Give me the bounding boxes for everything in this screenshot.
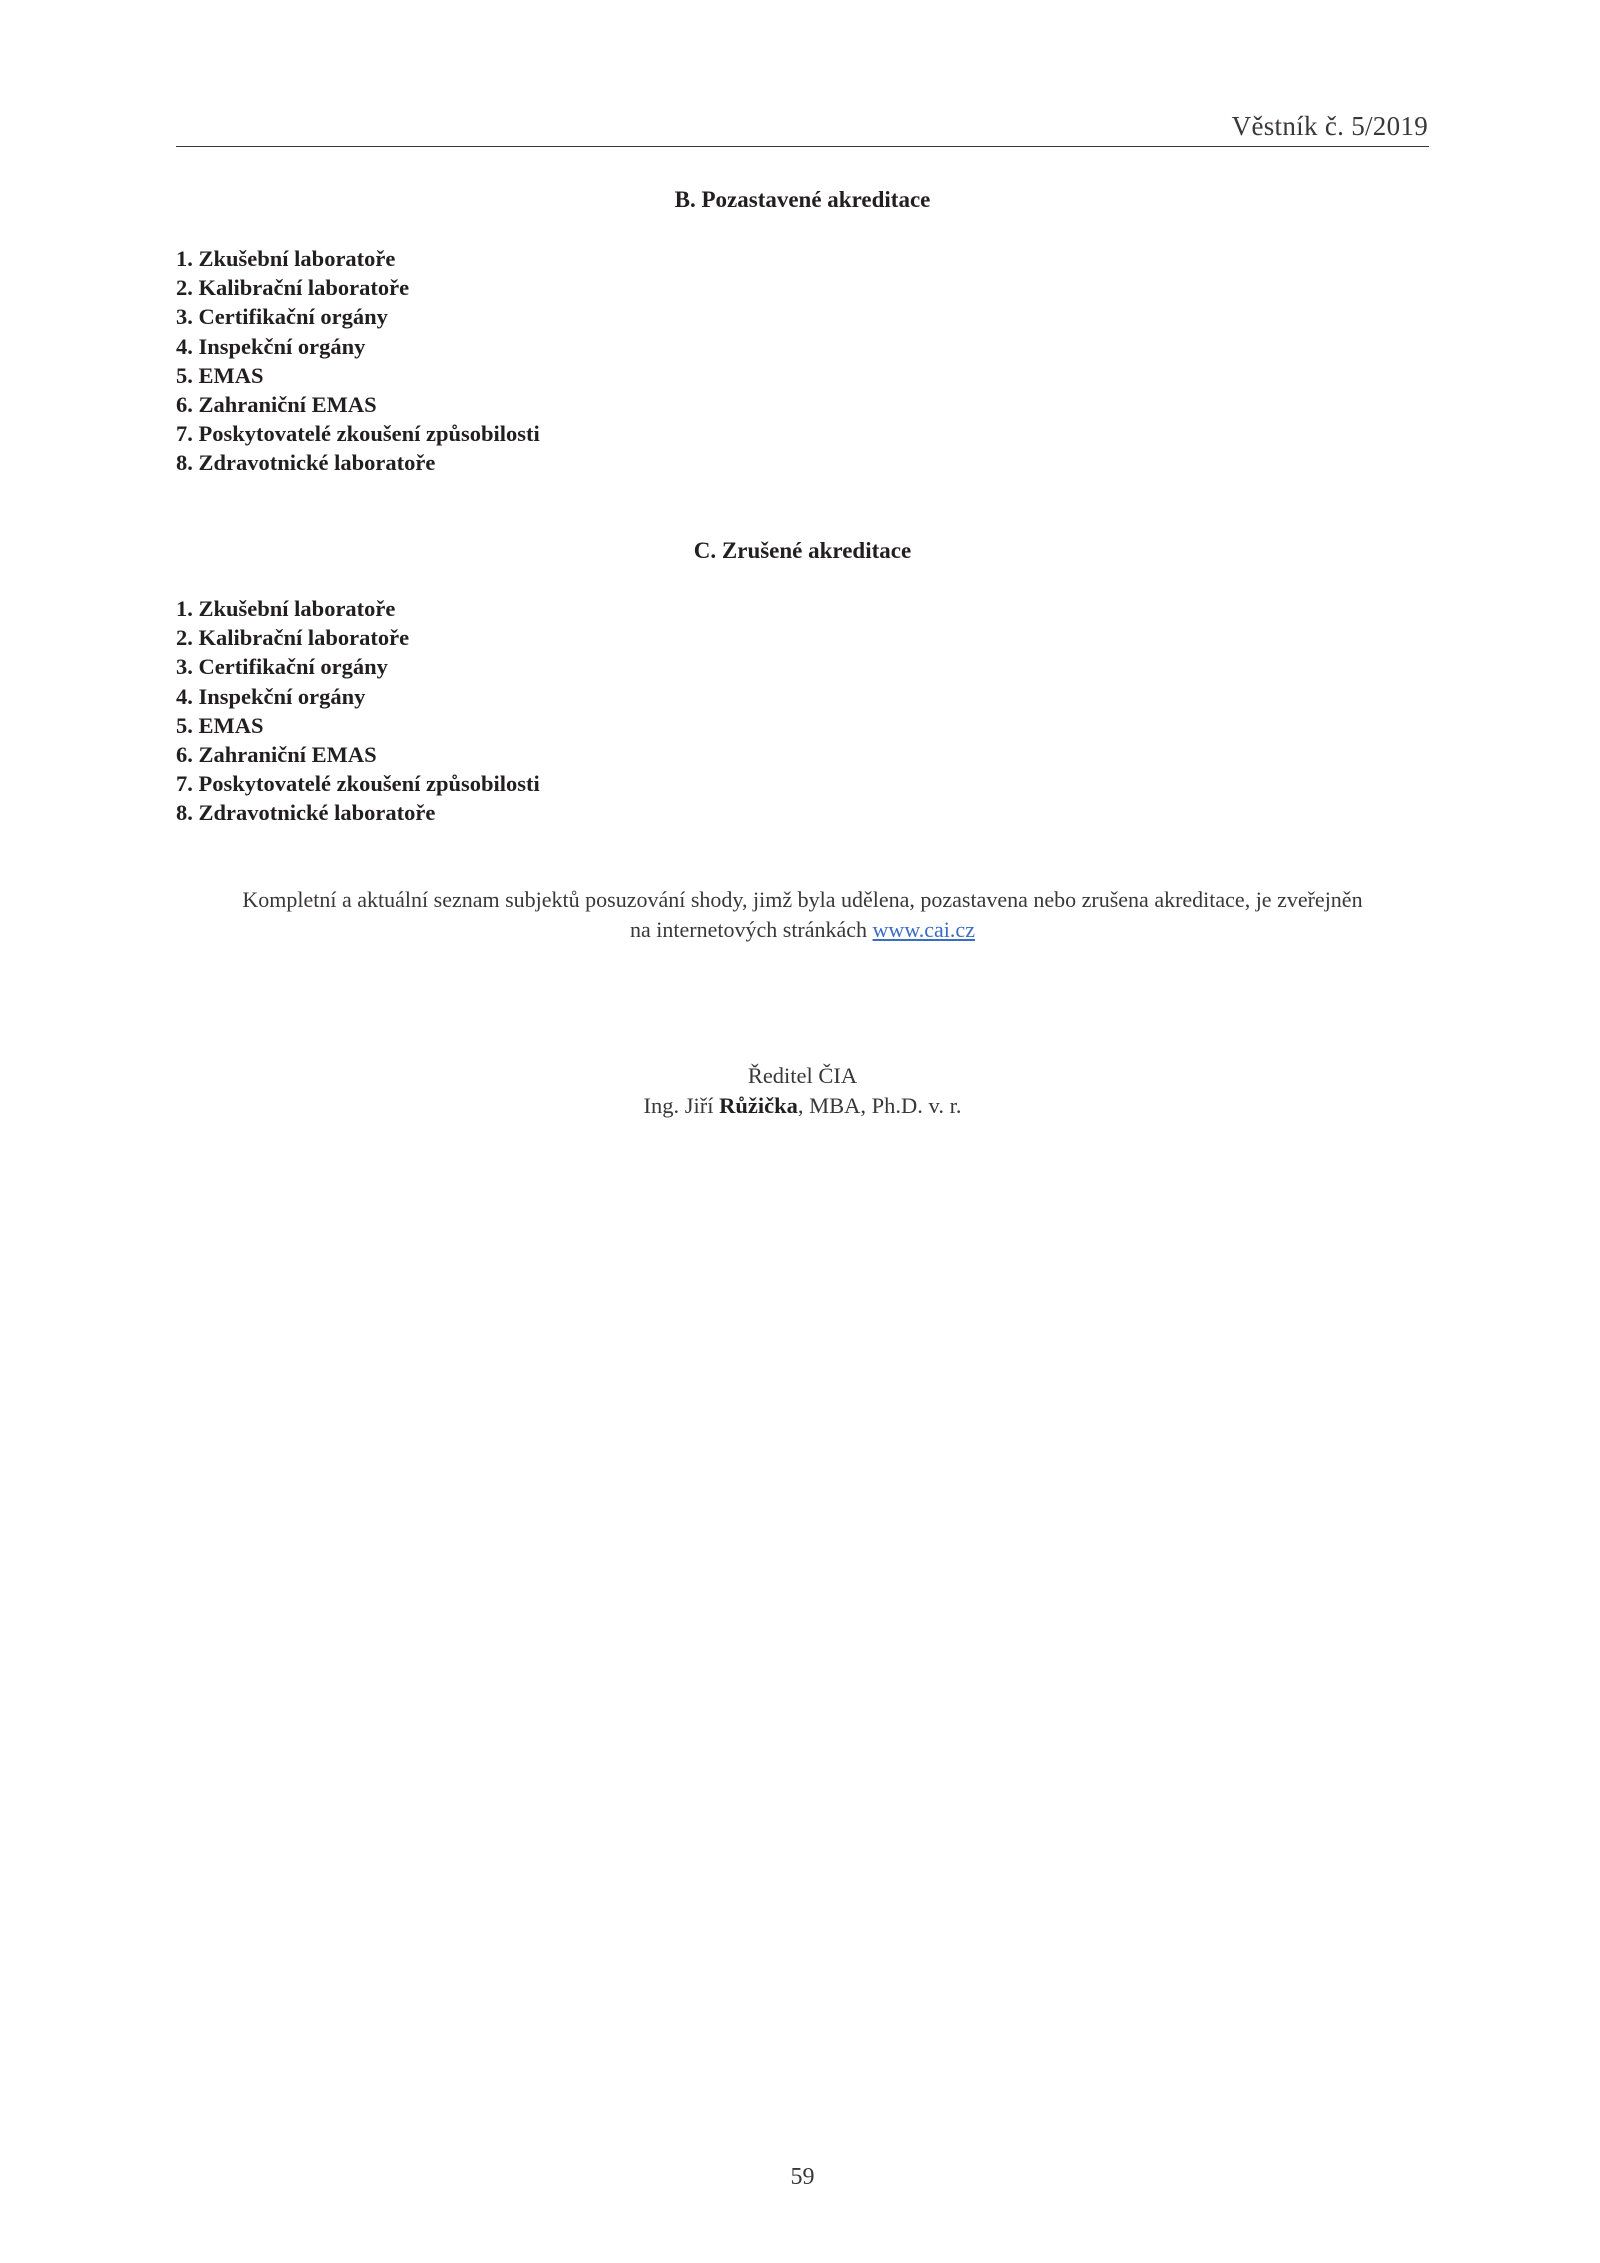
signatory-name-suffix: , MBA, Ph.D. v. r. (797, 1092, 962, 1118)
note-line-2-text: na internetových stránkách (630, 916, 873, 942)
cai-website-link[interactable]: www.cai.cz (872, 916, 975, 942)
signatory-role: Ředitel ČIA (747, 1063, 858, 1088)
list-item: 6. Zahraniční EMAS (176, 392, 377, 418)
section-b-list (176, 244, 540, 478)
page-number: 59 (790, 2164, 815, 2190)
header-divider (176, 146, 1429, 147)
list-item: 8. Zdravotnické laboratoře (176, 800, 436, 826)
list-item: 3. Certifikační orgány (176, 304, 388, 330)
note-line-2 (176, 915, 1429, 945)
list-item: 7. Poskytovatelé zkoušení způsobilosti (176, 421, 540, 447)
section-c-heading: C. Zrušené akreditace (693, 538, 912, 563)
list-item: 2. Kalibrační laboratoře (176, 625, 410, 651)
list-item: 1. Zkušební laboratoře (176, 596, 396, 621)
list-item: 2. Kalibrační laboratoře (176, 275, 410, 301)
list-item: 6. Zahraniční EMAS (176, 742, 377, 768)
list-item: 5. EMAS (176, 362, 264, 388)
section-b-heading: B. Pozastavené akreditace (674, 187, 931, 212)
list-item: 1. Zkušební laboratoře (176, 246, 396, 271)
note-line-1: Kompletní a aktuální seznam subjektů posuzování shody, jimž byla udělena, pozastavena nebo zrušena akreditace, je zveřejněn (242, 887, 1363, 912)
signatory-name-prefix: Ing. Jiří (643, 1092, 720, 1118)
list-item: 4. Inspekční orgány (176, 333, 366, 359)
section-c-list (176, 594, 540, 828)
signature-block (176, 1061, 1429, 1120)
accreditation-list-note (176, 885, 1429, 944)
signatory-name (176, 1091, 1429, 1121)
list-item: 7. Poskytovatelé zkoušení způsobilosti (176, 771, 540, 797)
list-item: 8. Zdravotnické laboratoře (176, 450, 436, 476)
list-item: 4. Inspekční orgány (176, 683, 366, 709)
list-item: 5. EMAS (176, 712, 264, 738)
list-item: 3. Certifikační orgány (176, 654, 388, 680)
signatory-surname: Růžička (719, 1092, 798, 1118)
journal-issue-title: Věstník č. 5/2019 (1231, 111, 1428, 141)
